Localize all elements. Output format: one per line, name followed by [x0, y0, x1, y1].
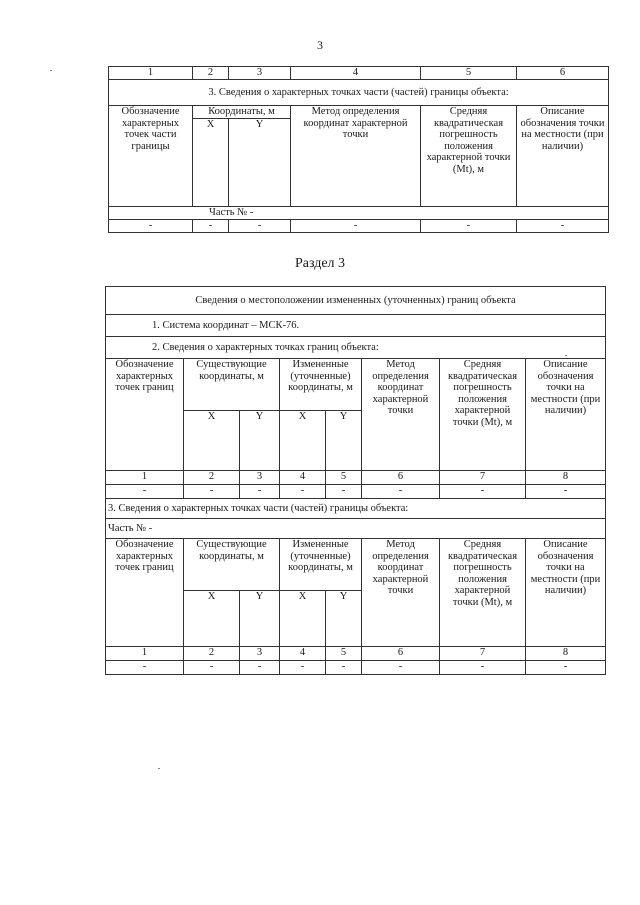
column-number: 2	[184, 471, 240, 485]
x-header: X	[184, 411, 240, 471]
column-number: 6	[362, 647, 440, 661]
column-number: 2	[193, 67, 229, 80]
coords-header: Координаты, м	[193, 106, 291, 119]
error-header: Средняя квадратическая погрешность положения характерной точки (Mt), м	[440, 539, 526, 647]
table-row	[106, 485, 606, 499]
table-heading: 3. Сведения о характерных точках части (частей) границы объекта:	[109, 80, 609, 106]
part-points-table	[108, 66, 609, 233]
column-number: 1	[106, 471, 184, 485]
existing-coords-header: Существующие координаты, м	[184, 359, 280, 411]
scan-speck	[50, 70, 52, 71]
table-row	[106, 315, 606, 337]
method-header: Метод определения координат характерной точки	[362, 359, 440, 471]
designation-header: Обозначение характерных точек части границы	[109, 106, 193, 207]
table-cell: -	[184, 485, 240, 499]
column-number: 1	[109, 67, 193, 80]
column-number: 6	[362, 471, 440, 485]
table-title: Сведения о местоположении измененных (уточненных) границ объекта	[106, 287, 606, 315]
table-cell: -	[421, 219, 517, 232]
y-header: Y	[326, 591, 362, 647]
column-number: 5	[326, 471, 362, 485]
column-number: 1	[106, 647, 184, 661]
table-cell: -	[109, 219, 193, 232]
method-header: Метод определения координат характерной точки	[291, 106, 421, 207]
description-header: Описание обозначения точки на местности (при наличии)	[517, 106, 609, 207]
changed-coords-header: Измененные (уточненные) координаты, м	[280, 539, 362, 591]
table-row	[106, 471, 606, 485]
table-cell: -	[362, 661, 440, 675]
table-cell: -	[291, 219, 421, 232]
table-cell: -	[106, 661, 184, 675]
scan-speck	[565, 355, 567, 356]
column-number: 3	[240, 471, 280, 485]
table-cell: -	[326, 661, 362, 675]
column-number: 2	[184, 647, 240, 661]
table-cell: -	[240, 485, 280, 499]
y-header: Y	[240, 411, 280, 471]
column-number: 6	[517, 67, 609, 80]
column-number: 5	[326, 647, 362, 661]
table-row	[106, 661, 606, 675]
changed-coords-header: Измененные (уточненные) координаты, м	[280, 359, 362, 411]
table-cell: -	[106, 485, 184, 499]
existing-coords-header: Существующие координаты, м	[184, 539, 280, 591]
table-cell: -	[362, 485, 440, 499]
table-cell: -	[526, 661, 606, 675]
table-row	[106, 519, 606, 539]
table-row	[106, 287, 606, 315]
table-row	[109, 80, 609, 106]
scan-speck	[158, 768, 160, 769]
points-heading: 2. Сведения о характерных точках границ объекта:	[106, 337, 606, 359]
designation-header: Обозначение характерных точек границ	[106, 359, 184, 471]
column-number: 3	[240, 647, 280, 661]
description-header: Описание обозначения точки на местности (при наличии)	[526, 539, 606, 647]
table-cell: -	[517, 219, 609, 232]
column-number: 8	[526, 647, 606, 661]
y-header: Y	[229, 118, 291, 206]
coordinate-system: 1. Система координат – МСК-76.	[106, 315, 606, 337]
table-cell: -	[326, 485, 362, 499]
column-number: 4	[280, 647, 326, 661]
changed-boundaries-table	[105, 286, 606, 675]
column-number: 7	[440, 471, 526, 485]
y-header: Y	[326, 411, 362, 471]
x-header: X	[280, 591, 326, 647]
table-row	[106, 539, 606, 591]
part-points-heading: 3. Сведения о характерных точках части (частей) границы объекта:	[106, 499, 606, 519]
method-header: Метод определения координат характерной точки	[362, 539, 440, 647]
column-number: 7	[440, 647, 526, 661]
table-row	[106, 359, 606, 411]
table-cell: -	[440, 661, 526, 675]
table-cell: -	[229, 219, 291, 232]
table-cell: -	[280, 485, 326, 499]
section-title: Раздел 3	[294, 256, 346, 271]
part-label: Часть № -	[106, 519, 606, 539]
y-header: Y	[240, 591, 280, 647]
table-row	[106, 647, 606, 661]
column-number: 4	[280, 471, 326, 485]
error-header: Средняя квадратическая погрешность положения характерной точки (Mt), м	[421, 106, 517, 207]
table-row	[109, 106, 609, 119]
column-number: 3	[229, 67, 291, 80]
x-header: X	[184, 591, 240, 647]
description-header: Описание обозначения точки на местности (при наличии)	[526, 359, 606, 471]
column-number: 8	[526, 471, 606, 485]
designation-header: Обозначение характерных точек границ	[106, 539, 184, 647]
error-header: Средняя квадратическая погрешность положения характерной точки (Mt), м	[440, 359, 526, 471]
table-cell: -	[526, 485, 606, 499]
column-number: 4	[291, 67, 421, 80]
part-label: Часть № -	[109, 206, 609, 219]
column-number: 5	[421, 67, 517, 80]
x-header: X	[280, 411, 326, 471]
table-cell: -	[440, 485, 526, 499]
table-row	[109, 219, 609, 232]
table-cell: -	[184, 661, 240, 675]
x-header: X	[193, 118, 229, 206]
table-row	[109, 206, 609, 219]
table-row	[106, 337, 606, 359]
table-cell: -	[240, 661, 280, 675]
table-cell: -	[193, 219, 229, 232]
table-row	[109, 67, 609, 80]
page-number: 3	[317, 38, 323, 52]
table-cell: -	[280, 661, 326, 675]
table-row	[106, 499, 606, 519]
